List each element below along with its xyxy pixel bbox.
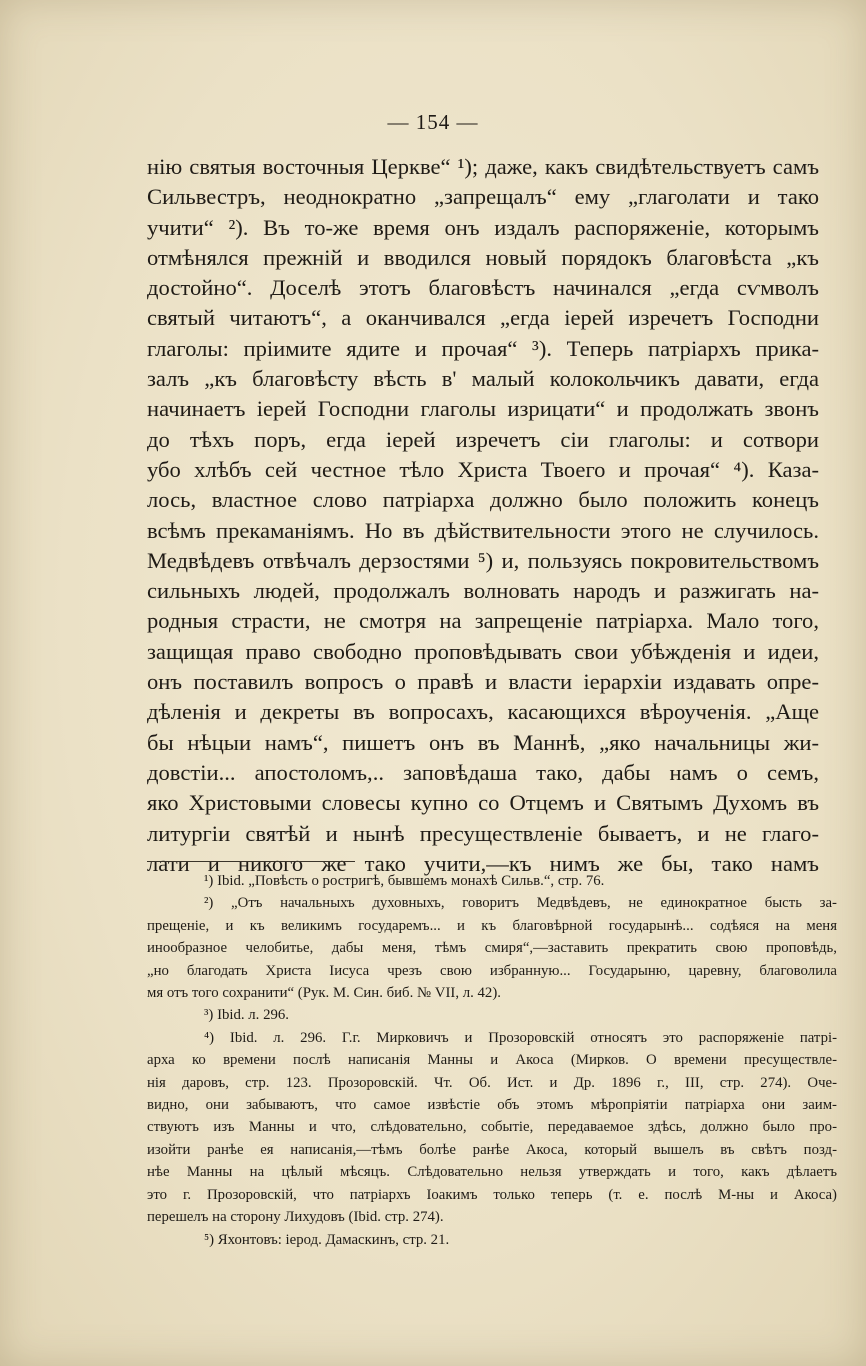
text-line: лати и никого же тако учити,—къ нимъ же бы, тако намъ	[147, 850, 819, 876]
text-line: лось, властное слово патріарха должно было положить конецъ	[147, 487, 819, 513]
footnote-line: ¹) Ibid. „Повѣсть о ростригѣ, бывшемъ монахѣ Сильв.“, стр. 76.	[204, 873, 605, 889]
footnote-line: ⁵) Яхонтовъ: іерод. Дамаскинъ, стр. 21.	[204, 1231, 450, 1248]
footnote-line: нія даровъ, стр. 123. Прозоровскій. Чт. Об. Ист. и Др. 1896 г., III, стр. 274). Оче-	[147, 1074, 837, 1091]
footnote-line: мя отъ того сохранити“ (Рук. М. Син. биб. № VII, л. 42).	[147, 985, 501, 1002]
footnote-line: перешелъ на сторону Лихудовъ (Ibid. стр. 274).	[147, 1209, 444, 1226]
footnote-line: арха ко времени послѣ написанія Манны и Акоса (Мирков. О времени пресуществле-	[147, 1052, 837, 1069]
footnote-line: инообразное челобитье, дабы меня, тѣмъ смиря“,—заставить прекратить свою проповѣдь,	[147, 940, 837, 957]
text-line: отмѣнялся прежній и вводился новый порядокъ благовѣста „къ	[147, 244, 819, 270]
text-line: убо хлѣбъ сей честное тѣло Христа Твоего и прочая“ ⁴). Каза-	[147, 456, 819, 482]
footnote-line: нѣе Манны на цѣлый мѣсяцъ. Слѣдовательно нельзя утверждать и того, какъ дѣлаетъ	[147, 1164, 837, 1181]
text-line: яко Христовыми словесы купно со Отцемъ и Святымъ Духомъ въ	[147, 790, 819, 816]
text-line: сильныхъ людей, продолжалъ волновать народъ и разжигать на-	[147, 578, 819, 604]
footnote-line: ствуютъ изъ Манны и что, слѣдовательно, событіе, передаваемое здѣсь, должно было про-	[147, 1119, 837, 1136]
footnote-line: ⁴) Ibid. л. 296. Г.г. Мирковичъ и Прозоровскій относятъ это распоряженіе патрі-	[204, 1029, 837, 1046]
text-line: бы нѣцыи намъ“, пишетъ онъ въ Маннѣ, „яко начальницы жи-	[147, 729, 819, 755]
page-number: — 154 —	[387, 110, 479, 134]
text-line: святый читаютъ“, а оканчивался „егда іерей изречетъ Господни	[147, 305, 819, 331]
footnote-line: прещеніе, и къ великимъ государемъ... и къ благовѣрной государынѣ... содѣяся на меня	[147, 917, 837, 934]
text-line: родныя страсти, не смотря на запрещеніе патріарха. Мало того,	[147, 608, 819, 634]
text-line: всѣмъ прекаманіямъ. Но въ дѣйствительности этого не случилось.	[147, 517, 819, 543]
text-line: литургіи святѣй и нынѣ пресуществленіе бываетъ, и не глаго-	[147, 820, 819, 846]
text-line: защищая право свободно проповѣдывать свои убѣжденія и идеи,	[147, 638, 819, 664]
footnotes	[147, 870, 837, 1251]
text-line: довстіи... апостоломъ,.. заповѣдаша тако, дабы намъ о семъ,	[147, 759, 819, 785]
text-line: достойно“. Доселѣ этотъ благовѣстъ начинался „егда сѵмволъ	[147, 275, 819, 301]
footnote-line: ³) Ibid. л. 296.	[204, 1007, 289, 1024]
text-line: дѣленія и декреты въ вопросахъ, касающихся вѣроученія. „Аще	[147, 699, 819, 725]
text-line: залъ „къ благовѣсту вѣсть в' малый колокольчикъ давати, егда	[147, 366, 819, 392]
footnote-line: видно, они забываютъ, что самое извѣстіе объ этомъ мѣропріятіи патріарха они заим-	[147, 1097, 837, 1114]
footnote-divider	[147, 861, 355, 862]
text-line: нію святыя восточныя Церкве“ ¹); даже, какъ свидѣтельствуетъ самъ	[147, 154, 819, 179]
text-line: учити“ ²). Въ то-же время онъ издалъ распоряженіе, которымъ	[147, 214, 819, 240]
text-line: до тѣхъ поръ, егда іерей изречетъ сіи глаголы: и сотвори	[147, 426, 819, 452]
footnote-line: это г. Прозоровскій, что патріархъ Іоакимъ только теперь (т. е. послѣ М-ны и Акоса)	[147, 1186, 837, 1203]
footnote-line: ²) „Отъ начальныхъ духовныхъ, говоритъ Медвѣдевъ, не единократное бысть за-	[204, 895, 837, 912]
text-line: глаголы: пріимите ядите и прочая“ ³). Теперь патріархъ прика-	[147, 335, 819, 361]
main-text	[147, 152, 819, 879]
text-line: Медвѣдевъ отвѣчалъ дерзостями ⁵) и, пользуясь покровительствомъ	[147, 547, 819, 573]
footnote-line: изойти ранѣе ея написанія,—тѣмъ болѣе ранѣе Акоса, который вышелъ въ свѣтъ позд-	[147, 1141, 837, 1158]
text-line: онъ поставилъ вопросъ о правѣ и власти іерархіи издавать опре-	[147, 669, 819, 695]
text-line: начинаетъ іерей Господни глаголы изрицати“ и продолжать звонъ	[147, 396, 819, 422]
text-line: Сильвестръ, неоднократно „запрещалъ“ ему „глаголати и тако	[147, 184, 819, 210]
footnote-line: „но благодать Христа Іисуса чрезъ свою избранную... Государыню, царевну, благоволила	[147, 962, 837, 979]
